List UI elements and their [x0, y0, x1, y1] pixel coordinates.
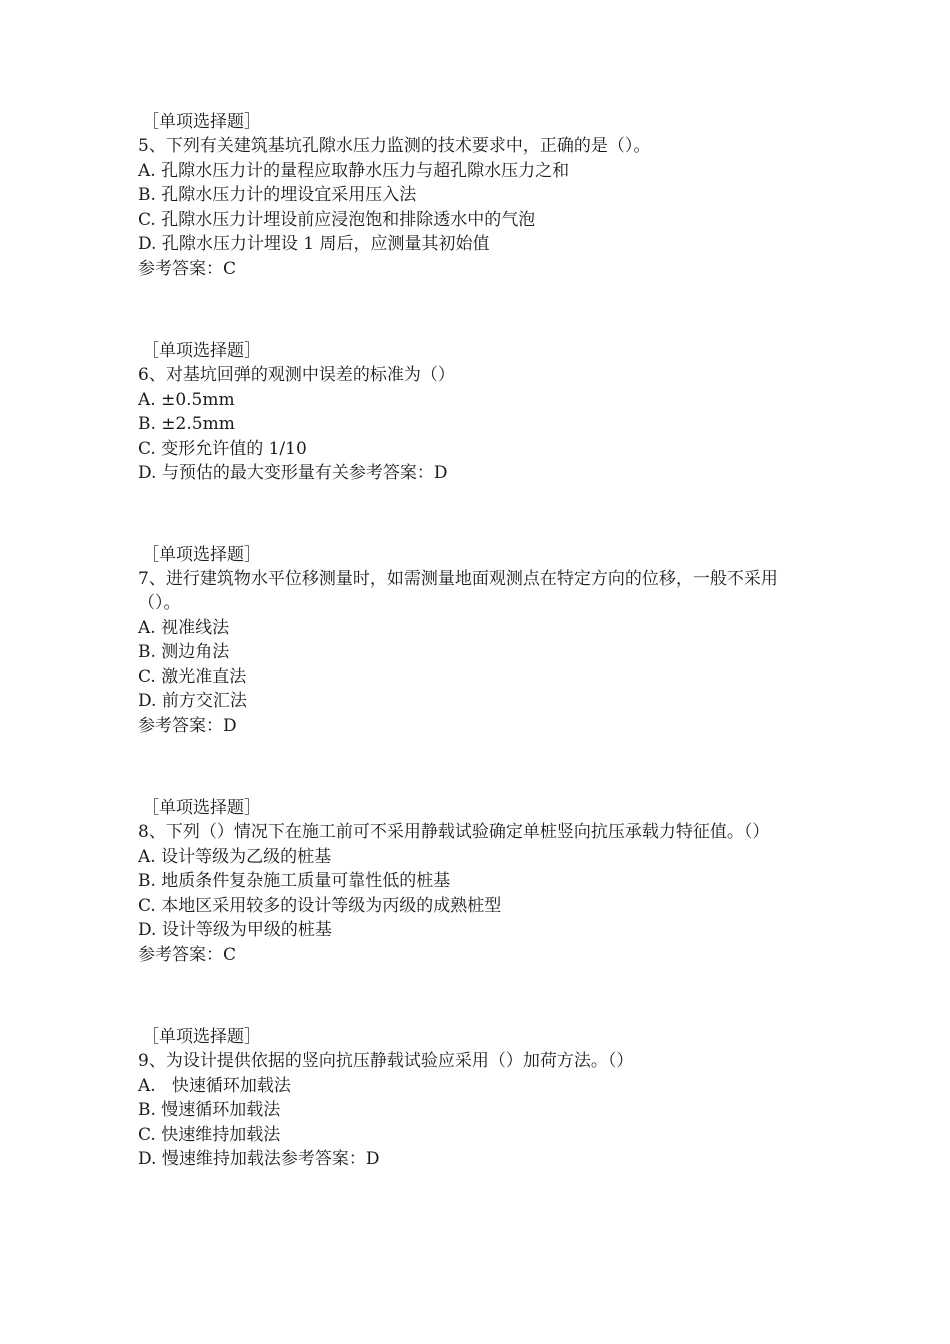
option-d: D. 设计等级为甲级的桩基: [138, 920, 332, 940]
reference-answer: 参考答案：C: [138, 944, 237, 965]
option-d: D. 与预估的最大变形量有关参考答案：D: [138, 463, 448, 483]
option-b: B. ±2.5mm: [138, 414, 235, 434]
question-stem: 7、进行建筑物水平位移测量时，如需测量地面观测点在特定方向的位移，一般不采用（）。: [138, 568, 778, 613]
question-stem: 9、为设计提供依据的竖向抗压静载试验应采用（）加荷方法。（）: [138, 1051, 634, 1071]
question-type-label: ［单项选择题］: [142, 798, 261, 818]
document-page: [138, 110, 818, 1172]
question-5: [138, 110, 818, 281]
question-8: [138, 796, 818, 967]
option-b: B. 测边角法: [138, 642, 230, 662]
option-b: B. 慢速循环加载法: [138, 1100, 281, 1120]
question-type-label: ［单项选择题］: [142, 544, 261, 565]
option-a: A. 设计等级为乙级的桩基: [138, 846, 332, 867]
option-b: B. 孔隙水压力计的埋设宜采用压入法: [138, 185, 417, 205]
question-9: [138, 1025, 818, 1172]
option-c: C. 变形允许值的 1/10: [138, 438, 307, 459]
question-6: [138, 339, 818, 486]
option-d: D. 孔隙水压力计埋设 1 周后，应测量其初始值: [138, 234, 490, 254]
option-c: C. 快速维持加载法: [138, 1124, 281, 1145]
option-a: A. 快速循环加载法: [138, 1075, 291, 1096]
option-d: D. 慢速维持加载法参考答案：D: [138, 1149, 380, 1169]
option-a: A. 孔隙水压力计的量程应取静水压力与超孔隙水压力之和: [138, 160, 570, 181]
option-c: C. 孔隙水压力计埋设前应浸泡饱和排除透水中的气泡: [138, 209, 536, 230]
question-type-label: ［单项选择题］: [142, 341, 261, 361]
option-a: A. 视准线法: [138, 617, 230, 638]
reference-answer: 参考答案：C: [138, 258, 237, 279]
question-stem: 8、下列（）情况下在施工前可不采用静载试验确定单桩竖向抗压承载力特征值。（）: [138, 822, 770, 842]
option-c: C. 本地区采用较多的设计等级为丙级的成熟桩型: [138, 895, 502, 916]
question-stem: 5、下列有关建筑基坑孔隙水压力监测的技术要求中，正确的是（）。: [138, 136, 651, 156]
option-a: A. ±0.5mm: [138, 389, 235, 410]
question-type-label: ［单项选择题］: [142, 1027, 261, 1047]
option-d: D. 前方交汇法: [138, 691, 247, 711]
question-type-label: ［单项选择题］: [142, 112, 261, 132]
option-b: B. 地质条件复杂施工质量可靠性低的桩基: [138, 871, 451, 891]
question-stem: 6、对基坑回弹的观测中误差的标准为（）: [138, 365, 455, 385]
reference-answer: 参考答案：D: [138, 715, 237, 736]
option-c: C. 激光准直法: [138, 666, 247, 687]
question-7: [138, 543, 818, 739]
